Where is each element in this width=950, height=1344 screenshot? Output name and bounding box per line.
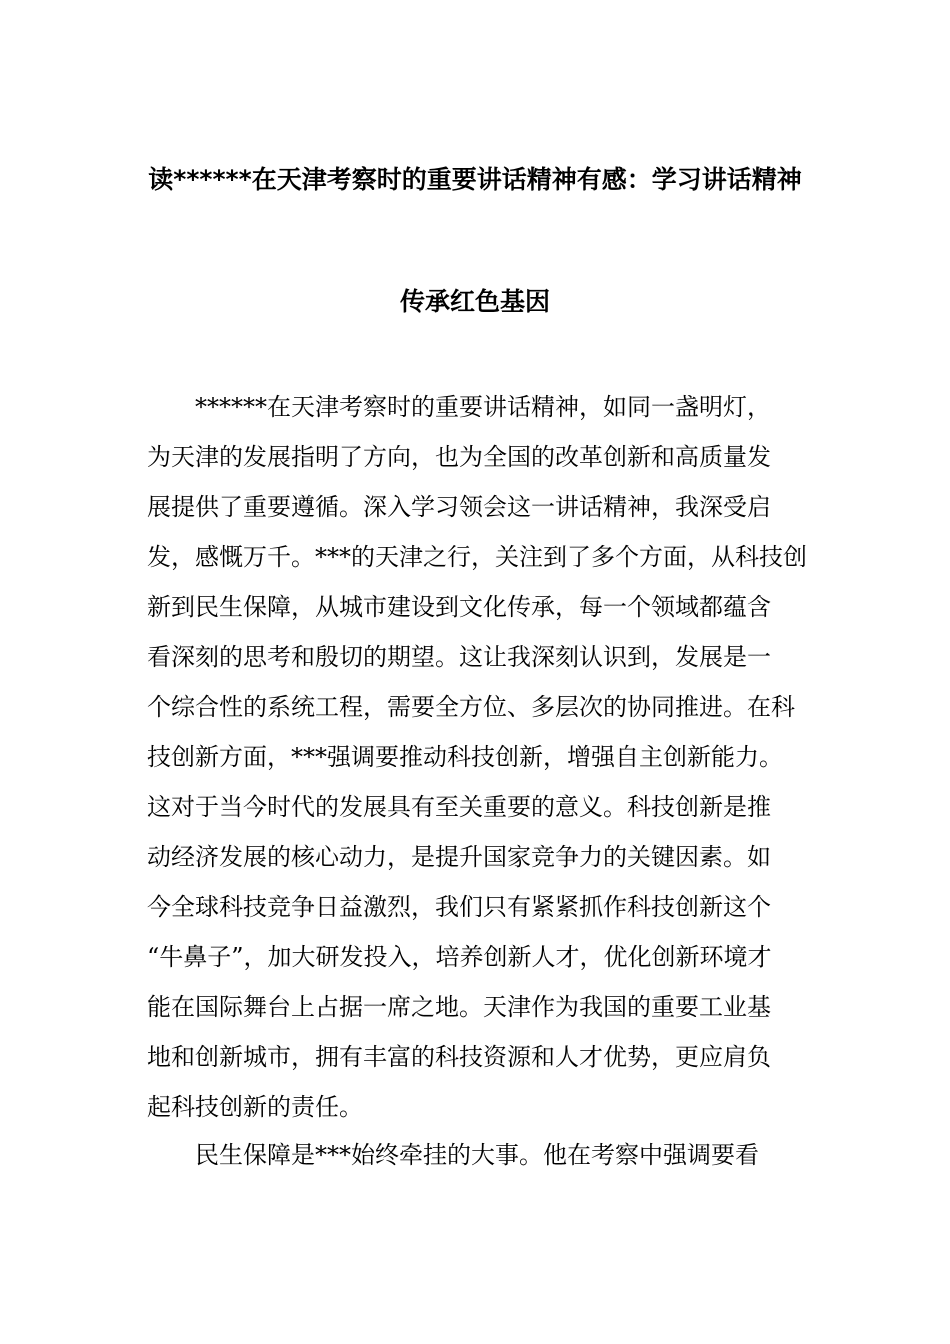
paragraph-line: 今全球科技竞争日益激烈，我们只有紧紧抓作科技创新这个	[147, 893, 771, 921]
paragraph-line: ******在天津考察时的重要讲话精神，如同一盏明灯，	[195, 393, 771, 421]
paragraph-line: 技创新方面，***强调要推动科技创新，增强自主创新能力。	[147, 743, 783, 771]
paragraph-line: 能在国际舞台上占据一席之地。天津作为我国的重要工业基	[147, 993, 771, 1021]
paragraph-line: 起科技创新的责任。	[147, 1093, 363, 1121]
paragraph-line: 为天津的发展指明了方向，也为全国的改革创新和高质量发	[147, 443, 771, 471]
paragraph-line: 动经济发展的核心动力，是提升国家竞争力的关键因素。如	[147, 843, 771, 871]
paragraph-line: 展提供了重要遵循。深入学习领会这一讲话精神，我深受启	[147, 493, 771, 521]
paragraph-line: “牛鼻子”，加大研发投入，培养创新人才，优化创新环境才	[147, 943, 772, 971]
paragraph-2	[147, 1130, 807, 1180]
paragraph-line: 新到民生保障，从城市建设到文化传承，每一个领域都蕴含	[147, 593, 771, 621]
paragraph-line: 这对于当今时代的发展具有至关重要的意义。科技创新是推	[147, 793, 771, 821]
paragraph-line: 民生保障是***始终牵挂的大事。他在考察中强调要看	[195, 1141, 759, 1169]
paragraph-line: 地和创新城市，拥有丰富的科技资源和人才优势，更应肩负	[147, 1043, 771, 1071]
paragraph-line: 个综合性的系统工程，需要全方位、多层次的协同推进。在科	[147, 693, 795, 721]
document-title-line-2: 传承红色基因	[399, 287, 550, 316]
document-title-line-1: 读******在天津考察时的重要讲话精神有感：学习讲话精神	[148, 165, 802, 194]
paragraph-1	[147, 382, 807, 1132]
paragraph-line: 看深刻的思考和殷切的期望。这让我深刻认识到，发展是一	[147, 643, 771, 671]
paragraph-line: 发，感慨万千。***的天津之行，关注到了多个方面，从科技创	[147, 543, 807, 571]
